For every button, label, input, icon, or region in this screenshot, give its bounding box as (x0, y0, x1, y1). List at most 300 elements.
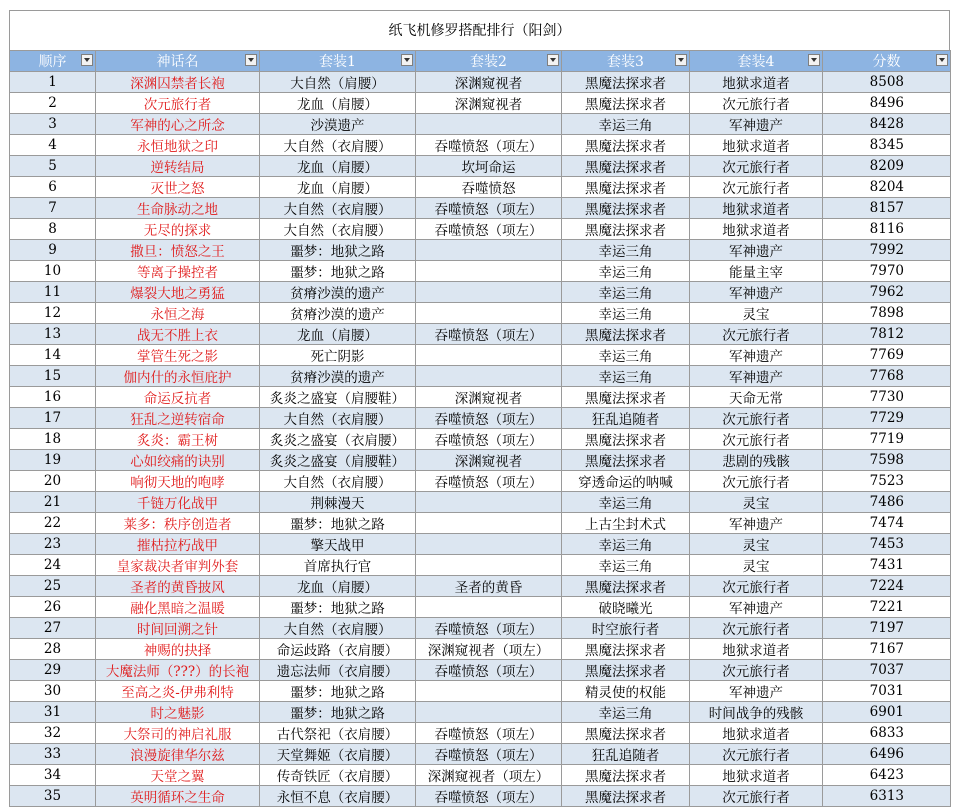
cell-mythic-name: 天堂之翼 (96, 765, 260, 786)
cell-set-1: 大自然（衣肩腰） (260, 219, 416, 240)
table-row (10, 471, 951, 492)
table-row (10, 744, 951, 765)
cell-set-3: 黑魔法探求者 (562, 429, 690, 450)
table-row (10, 177, 951, 198)
cell-set-3: 黑魔法探求者 (562, 72, 690, 93)
cell-score: 7598 (823, 450, 951, 471)
header-row (10, 51, 951, 72)
cell-set-1: 传奇铁匠（衣肩腰） (260, 765, 416, 786)
cell-mythic-name: 响彻天地的咆哮 (96, 471, 260, 492)
cell-set-4: 次元旅行者 (690, 93, 823, 114)
cell-score: 8496 (823, 93, 951, 114)
cell-set-3: 黑魔法探求者 (562, 765, 690, 786)
table-row (10, 198, 951, 219)
cell-rank: 25 (10, 576, 96, 597)
cell-set-2 (416, 114, 562, 135)
cell-mythic-name: 军神的心之所念 (96, 114, 260, 135)
cell-set-2: 吞噬愤怒（项左） (416, 429, 562, 450)
cell-mythic-name: 神赐的抉择 (96, 639, 260, 660)
cell-rank: 33 (10, 744, 96, 765)
cell-set-1: 天堂舞姬（衣肩腰） (260, 744, 416, 765)
table-row (10, 408, 951, 429)
cell-set-4: 次元旅行者 (690, 324, 823, 345)
cell-set-4: 地狱求道者 (690, 723, 823, 744)
cell-set-1: 荆棘漫天 (260, 492, 416, 513)
cell-set-1: 大自然（衣肩腰） (260, 135, 416, 156)
cell-rank: 26 (10, 597, 96, 618)
cell-rank: 9 (10, 240, 96, 261)
column-header-label: 神话名 (156, 54, 199, 70)
cell-mythic-name: 时间回溯之针 (96, 618, 260, 639)
cell-set-3: 黑魔法探求者 (562, 93, 690, 114)
cell-set-4: 军神遗产 (690, 513, 823, 534)
column-header-7 (823, 51, 951, 72)
cell-set-4: 灵宝 (690, 555, 823, 576)
cell-set-2: 深渊窥视者 (416, 450, 562, 471)
cell-set-1: 龙血（肩腰） (260, 576, 416, 597)
cell-rank: 30 (10, 681, 96, 702)
cell-rank: 7 (10, 198, 96, 219)
cell-set-2: 深渊窥视者（项左） (416, 765, 562, 786)
cell-score: 6496 (823, 744, 951, 765)
cell-set-2: 吞噬愤怒（项左） (416, 786, 562, 807)
table-row (10, 282, 951, 303)
table-row (10, 429, 951, 450)
cell-set-2: 吞噬愤怒（项左） (416, 408, 562, 429)
cell-set-2 (416, 492, 562, 513)
cell-set-2 (416, 345, 562, 366)
cell-score: 8116 (823, 219, 951, 240)
cell-score: 7197 (823, 618, 951, 639)
cell-score: 7769 (823, 345, 951, 366)
cell-set-1: 大自然（衣肩腰） (260, 198, 416, 219)
cell-set-2 (416, 534, 562, 555)
cell-set-1: 大自然（衣肩腰） (260, 618, 416, 639)
table-row (10, 450, 951, 471)
table-row (10, 513, 951, 534)
filter-dropdown-icon[interactable] (81, 54, 93, 66)
cell-set-3: 黑魔法探求者 (562, 156, 690, 177)
cell-score: 6313 (823, 786, 951, 807)
cell-rank: 2 (10, 93, 96, 114)
cell-set-2: 吞噬愤怒（项左） (416, 198, 562, 219)
cell-set-4: 灵宝 (690, 303, 823, 324)
cell-set-3: 幸运三角 (562, 282, 690, 303)
cell-set-1: 噩梦：地狱之路 (260, 240, 416, 261)
cell-rank: 14 (10, 345, 96, 366)
table-row (10, 639, 951, 660)
cell-rank: 8 (10, 219, 96, 240)
table-row (10, 618, 951, 639)
cell-set-4: 灵宝 (690, 492, 823, 513)
cell-score: 8204 (823, 177, 951, 198)
cell-set-2: 深渊窥视者 (416, 93, 562, 114)
cell-set-4: 次元旅行者 (690, 744, 823, 765)
cell-score: 8209 (823, 156, 951, 177)
column-header-label: 分数 (872, 54, 901, 70)
column-header-label: 顺序 (38, 54, 67, 70)
cell-set-2: 圣者的黄昏 (416, 576, 562, 597)
cell-set-3: 时空旅行者 (562, 618, 690, 639)
cell-mythic-name: 至高之炎-伊弗利特 (96, 681, 260, 702)
cell-set-1: 永恒不息（衣肩腰） (260, 786, 416, 807)
cell-mythic-name: 战无不胜上衣 (96, 324, 260, 345)
cell-set-4: 军神遗产 (690, 240, 823, 261)
filter-dropdown-icon[interactable] (401, 54, 413, 66)
cell-mythic-name: 摧枯拉朽战甲 (96, 534, 260, 555)
cell-score: 7224 (823, 576, 951, 597)
filter-dropdown-icon[interactable] (547, 54, 559, 66)
cell-mythic-name: 爆裂大地之勇猛 (96, 282, 260, 303)
cell-set-2 (416, 513, 562, 534)
cell-score: 7037 (823, 660, 951, 681)
cell-set-2 (416, 597, 562, 618)
table-row (10, 261, 951, 282)
table-row (10, 702, 951, 723)
cell-score: 6901 (823, 702, 951, 723)
cell-set-2: 吞噬愤怒（项左） (416, 723, 562, 744)
column-header-label: 套装3 (607, 54, 644, 70)
cell-rank: 23 (10, 534, 96, 555)
cell-score: 7167 (823, 639, 951, 660)
cell-set-3: 黑魔法探求者 (562, 450, 690, 471)
cell-score: 8345 (823, 135, 951, 156)
cell-rank: 1 (10, 72, 96, 93)
cell-set-3: 黑魔法探求者 (562, 723, 690, 744)
sheet-title: 纸飞机修罗搭配排行（阳剑） (9, 10, 950, 50)
cell-rank: 18 (10, 429, 96, 450)
table-row (10, 765, 951, 786)
cell-set-3: 黑魔法探求者 (562, 660, 690, 681)
cell-mythic-name: 大魔法师（???）的长袍 (96, 660, 260, 681)
cell-set-3: 上古尘封术式 (562, 513, 690, 534)
cell-rank: 13 (10, 324, 96, 345)
cell-set-2: 吞噬愤怒（项左） (416, 324, 562, 345)
cell-mythic-name: 等离子操控者 (96, 261, 260, 282)
cell-set-1: 龙血（肩腰） (260, 177, 416, 198)
cell-set-1: 噩梦：地狱之路 (260, 681, 416, 702)
cell-set-1: 噩梦：地狱之路 (260, 597, 416, 618)
cell-score: 7812 (823, 324, 951, 345)
cell-rank: 12 (10, 303, 96, 324)
cell-set-4: 次元旅行者 (690, 576, 823, 597)
cell-set-4: 地狱求道者 (690, 639, 823, 660)
cell-rank: 15 (10, 366, 96, 387)
table-row (10, 597, 951, 618)
cell-mythic-name: 时之魅影 (96, 702, 260, 723)
table-row (10, 93, 951, 114)
cell-score: 7453 (823, 534, 951, 555)
cell-score: 7221 (823, 597, 951, 618)
table-row (10, 366, 951, 387)
cell-set-4: 地狱求道者 (690, 135, 823, 156)
cell-set-1: 命运歧路（衣肩腰） (260, 639, 416, 660)
cell-set-4: 灵宝 (690, 534, 823, 555)
cell-set-3: 幸运三角 (562, 114, 690, 135)
cell-mythic-name: 莱多：秩序创造者 (96, 513, 260, 534)
cell-set-1: 炙炎之盛宴（肩腰鞋） (260, 387, 416, 408)
cell-set-3: 幸运三角 (562, 240, 690, 261)
cell-score: 6423 (823, 765, 951, 786)
cell-set-4: 次元旅行者 (690, 660, 823, 681)
cell-set-3: 黑魔法探求者 (562, 576, 690, 597)
cell-mythic-name: 皇家裁决者审判外套 (96, 555, 260, 576)
cell-score: 7962 (823, 282, 951, 303)
cell-mythic-name: 深渊囚禁者长袍 (96, 72, 260, 93)
cell-score: 7719 (823, 429, 951, 450)
table-row (10, 72, 951, 93)
cell-rank: 4 (10, 135, 96, 156)
cell-set-3: 黑魔法探求者 (562, 387, 690, 408)
cell-set-2 (416, 555, 562, 576)
cell-set-3: 幸运三角 (562, 534, 690, 555)
cell-set-1: 首席执行官 (260, 555, 416, 576)
cell-score: 7768 (823, 366, 951, 387)
cell-set-4: 军神遗产 (690, 597, 823, 618)
cell-set-2 (416, 282, 562, 303)
table-row (10, 303, 951, 324)
table-body (10, 72, 951, 807)
cell-set-4: 地狱求道者 (690, 765, 823, 786)
filter-dropdown-icon[interactable] (808, 54, 820, 66)
cell-mythic-name: 次元旅行者 (96, 93, 260, 114)
cell-set-4: 军神遗产 (690, 282, 823, 303)
cell-rank: 20 (10, 471, 96, 492)
table-row (10, 345, 951, 366)
cell-set-4: 军神遗产 (690, 366, 823, 387)
cell-set-4: 军神遗产 (690, 681, 823, 702)
cell-mythic-name: 无尽的探求 (96, 219, 260, 240)
cell-set-4: 军神遗产 (690, 345, 823, 366)
cell-rank: 31 (10, 702, 96, 723)
cell-set-1: 噩梦：地狱之路 (260, 261, 416, 282)
cell-set-1: 龙血（肩腰） (260, 324, 416, 345)
cell-rank: 5 (10, 156, 96, 177)
cell-set-3: 幸运三角 (562, 555, 690, 576)
column-header-1 (10, 51, 96, 72)
cell-set-3: 黑魔法探求者 (562, 177, 690, 198)
cell-mythic-name: 命运反抗者 (96, 387, 260, 408)
ranking-table (9, 50, 951, 807)
cell-set-1: 贫瘠沙漠的遗产 (260, 366, 416, 387)
cell-set-2: 吞噬愤怒（项左） (416, 135, 562, 156)
cell-set-3: 黑魔法探求者 (562, 219, 690, 240)
table-row (10, 576, 951, 597)
cell-rank: 10 (10, 261, 96, 282)
cell-rank: 6 (10, 177, 96, 198)
cell-set-1: 擎天战甲 (260, 534, 416, 555)
cell-set-2 (416, 681, 562, 702)
column-header-5 (562, 51, 690, 72)
table-row (10, 135, 951, 156)
cell-score: 8508 (823, 72, 951, 93)
cell-set-1: 龙血（肩腰） (260, 156, 416, 177)
cell-rank: 17 (10, 408, 96, 429)
cell-rank: 24 (10, 555, 96, 576)
column-header-label: 套装1 (319, 54, 356, 70)
cell-score: 8157 (823, 198, 951, 219)
cell-score: 7970 (823, 261, 951, 282)
cell-set-3: 黑魔法探求者 (562, 324, 690, 345)
cell-set-1: 古代祭祀（衣肩腰） (260, 723, 416, 744)
table-row (10, 534, 951, 555)
cell-set-3: 幸运三角 (562, 303, 690, 324)
cell-mythic-name: 狂乱之逆转宿命 (96, 408, 260, 429)
filter-dropdown-icon[interactable] (936, 54, 948, 66)
cell-score: 8428 (823, 114, 951, 135)
cell-rank: 28 (10, 639, 96, 660)
cell-mythic-name: 浪漫旋律华尔兹 (96, 744, 260, 765)
cell-set-4: 军神遗产 (690, 114, 823, 135)
cell-set-4: 悲剧的残骸 (690, 450, 823, 471)
column-header-label: 套装4 (737, 54, 775, 70)
cell-rank: 34 (10, 765, 96, 786)
cell-set-3: 幸运三角 (562, 492, 690, 513)
cell-set-4: 次元旅行者 (690, 408, 823, 429)
column-header-6 (690, 51, 823, 72)
cell-set-1: 贫瘠沙漠的遗产 (260, 282, 416, 303)
cell-set-3: 幸运三角 (562, 345, 690, 366)
cell-mythic-name: 圣者的黄昏披风 (96, 576, 260, 597)
column-header-3 (260, 51, 416, 72)
cell-set-4: 次元旅行者 (690, 156, 823, 177)
table-row (10, 156, 951, 177)
table-row (10, 324, 951, 345)
cell-set-3: 幸运三角 (562, 702, 690, 723)
cell-score: 7730 (823, 387, 951, 408)
cell-set-3: 破晓曦光 (562, 597, 690, 618)
cell-set-4: 次元旅行者 (690, 471, 823, 492)
table-row (10, 240, 951, 261)
cell-set-1: 大自然（衣肩腰） (260, 471, 416, 492)
table-row (10, 555, 951, 576)
cell-score: 7729 (823, 408, 951, 429)
column-header-label: 套装2 (470, 54, 507, 70)
cell-mythic-name: 掌管生死之影 (96, 345, 260, 366)
cell-set-4: 次元旅行者 (690, 618, 823, 639)
filter-dropdown-icon[interactable] (675, 54, 687, 66)
cell-score: 7031 (823, 681, 951, 702)
cell-set-3: 幸运三角 (562, 261, 690, 282)
table-row (10, 723, 951, 744)
cell-mythic-name: 灭世之怒 (96, 177, 260, 198)
cell-mythic-name: 永恒地狱之印 (96, 135, 260, 156)
table-row (10, 660, 951, 681)
cell-set-2: 深渊窥视者 (416, 72, 562, 93)
cell-set-1: 贫瘠沙漠的遗产 (260, 303, 416, 324)
table-row (10, 114, 951, 135)
cell-mythic-name: 心如绞痛的诀别 (96, 450, 260, 471)
cell-score: 7898 (823, 303, 951, 324)
cell-set-3: 精灵使的权能 (562, 681, 690, 702)
cell-set-3: 黑魔法探求者 (562, 786, 690, 807)
cell-mythic-name: 永恒之海 (96, 303, 260, 324)
cell-set-2: 吞噬愤怒（项左） (416, 660, 562, 681)
cell-set-1: 沙漠遗产 (260, 114, 416, 135)
cell-rank: 21 (10, 492, 96, 513)
table-row (10, 387, 951, 408)
cell-set-1: 死亡阴影 (260, 345, 416, 366)
cell-set-1: 噩梦：地狱之路 (260, 513, 416, 534)
cell-set-3: 黑魔法探求者 (562, 198, 690, 219)
table-row (10, 492, 951, 513)
cell-set-4: 能量主宰 (690, 261, 823, 282)
cell-set-2: 吞噬愤怒 (416, 177, 562, 198)
cell-set-4: 次元旅行者 (690, 786, 823, 807)
cell-set-4: 地狱求道者 (690, 198, 823, 219)
cell-set-3: 穿透命运的呐喊 (562, 471, 690, 492)
cell-set-1: 大自然（衣肩腰） (260, 408, 416, 429)
cell-set-4: 地狱求道者 (690, 72, 823, 93)
cell-rank: 16 (10, 387, 96, 408)
cell-score: 7474 (823, 513, 951, 534)
cell-score: 7486 (823, 492, 951, 513)
cell-rank: 3 (10, 114, 96, 135)
cell-score: 7992 (823, 240, 951, 261)
cell-score: 7523 (823, 471, 951, 492)
table-row (10, 219, 951, 240)
cell-mythic-name: 千链万化战甲 (96, 492, 260, 513)
cell-set-4: 天命无常 (690, 387, 823, 408)
cell-set-1: 大自然（肩腰） (260, 72, 416, 93)
cell-mythic-name: 生命脉动之地 (96, 198, 260, 219)
column-header-4 (416, 51, 562, 72)
cell-set-2: 吞噬愤怒（项左） (416, 744, 562, 765)
cell-set-1: 炙炎之盛宴（肩腰鞋） (260, 450, 416, 471)
filter-dropdown-icon[interactable] (245, 54, 257, 66)
cell-set-3: 狂乱追随者 (562, 408, 690, 429)
cell-mythic-name: 逆转结局 (96, 156, 260, 177)
cell-rank: 32 (10, 723, 96, 744)
cell-set-4: 次元旅行者 (690, 429, 823, 450)
cell-set-1: 炙炎之盛宴（衣肩腰） (260, 429, 416, 450)
cell-set-4: 次元旅行者 (690, 177, 823, 198)
cell-set-2 (416, 366, 562, 387)
cell-set-2: 吞噬愤怒（项左） (416, 471, 562, 492)
cell-rank: 19 (10, 450, 96, 471)
cell-set-3: 狂乱追随者 (562, 744, 690, 765)
cell-mythic-name: 融化黑暗之温暖 (96, 597, 260, 618)
cell-set-3: 幸运三角 (562, 366, 690, 387)
cell-set-3: 黑魔法探求者 (562, 135, 690, 156)
cell-rank: 11 (10, 282, 96, 303)
cell-score: 6833 (823, 723, 951, 744)
cell-set-2 (416, 702, 562, 723)
spreadsheet (9, 10, 950, 807)
cell-mythic-name: 英明循环之生命 (96, 786, 260, 807)
cell-mythic-name: 大祭司的神启礼服 (96, 723, 260, 744)
cell-set-4: 时间战争的残骸 (690, 702, 823, 723)
cell-set-2 (416, 261, 562, 282)
cell-rank: 27 (10, 618, 96, 639)
cell-set-2: 深渊窥视者 (416, 387, 562, 408)
cell-set-2: 深渊窥视者（项左） (416, 639, 562, 660)
cell-mythic-name: 伽内什的永恒庇护 (96, 366, 260, 387)
cell-rank: 22 (10, 513, 96, 534)
cell-set-1: 噩梦：地狱之路 (260, 702, 416, 723)
cell-mythic-name: 撒旦：愤怒之王 (96, 240, 260, 261)
cell-set-2: 吞噬愤怒（项左） (416, 618, 562, 639)
cell-set-2: 坎坷命运 (416, 156, 562, 177)
cell-rank: 35 (10, 786, 96, 807)
cell-set-4: 地狱求道者 (690, 219, 823, 240)
cell-mythic-name: 炙炎：霸王树 (96, 429, 260, 450)
table-row (10, 681, 951, 702)
cell-rank: 29 (10, 660, 96, 681)
cell-score: 7431 (823, 555, 951, 576)
cell-set-2 (416, 303, 562, 324)
cell-set-2 (416, 240, 562, 261)
